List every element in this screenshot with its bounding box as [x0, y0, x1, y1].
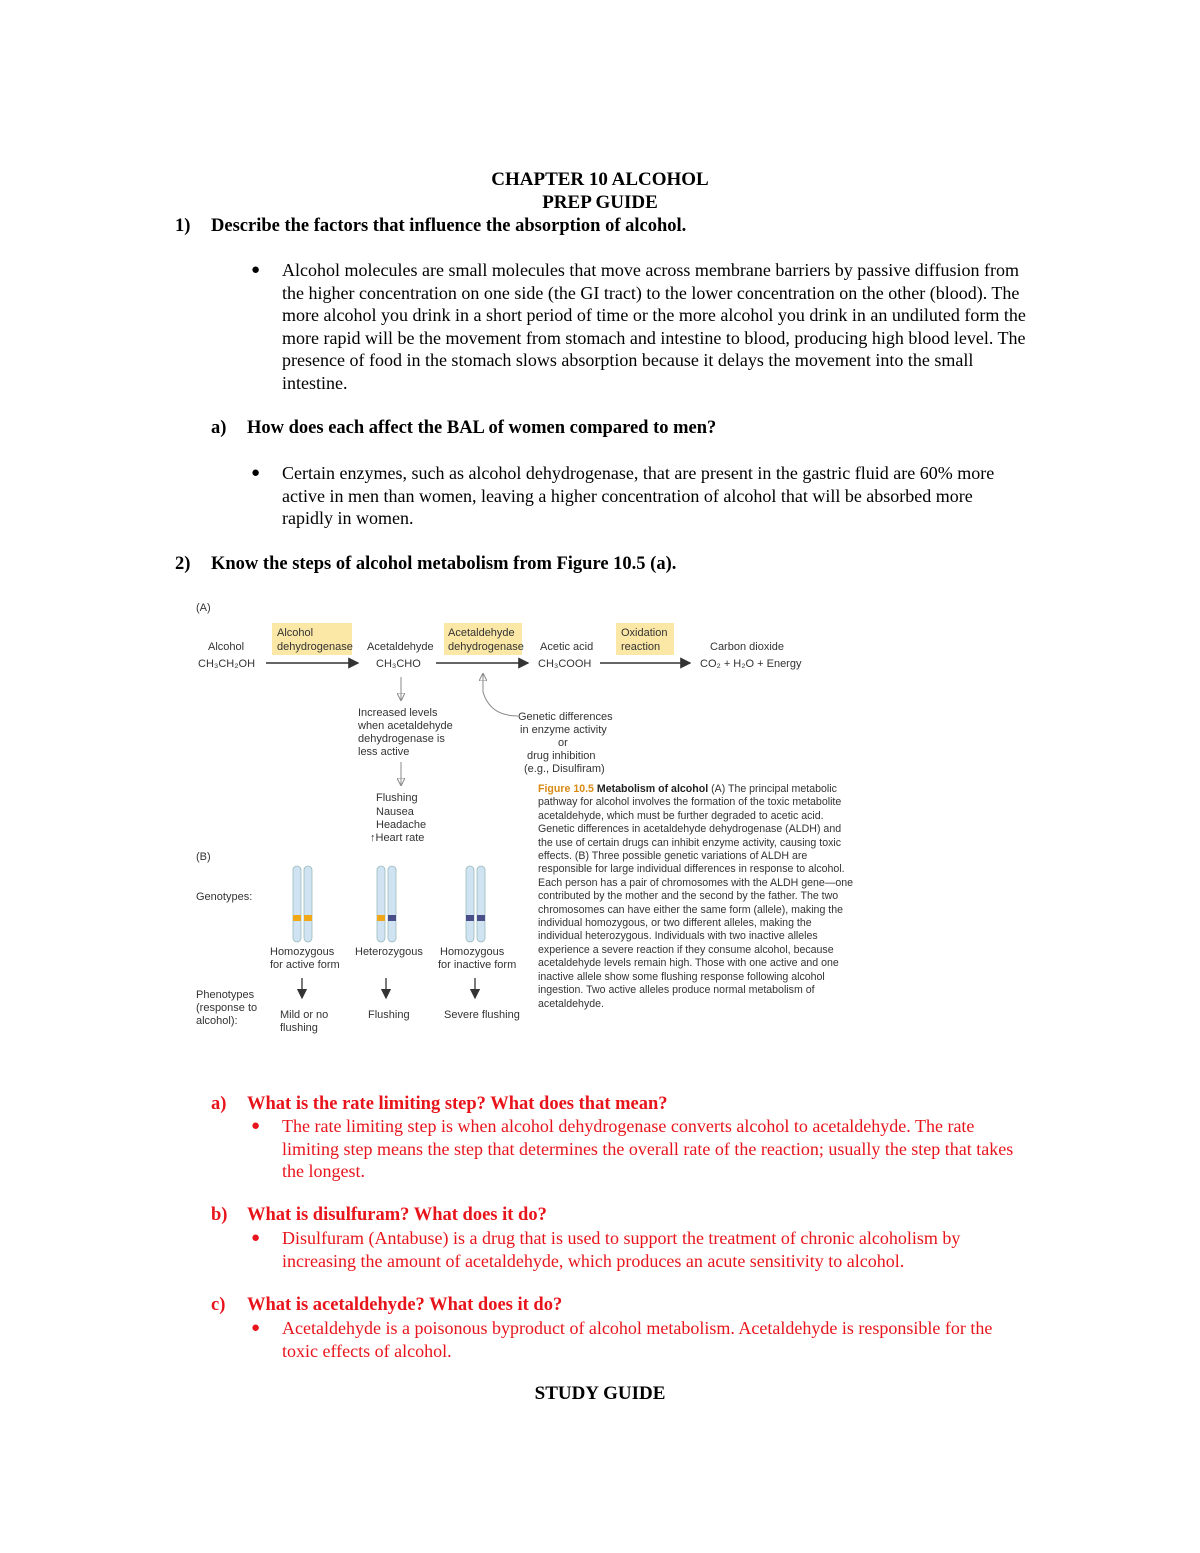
bullet-icon: ●	[251, 465, 261, 481]
symptom-1: Flushing	[376, 792, 418, 804]
active-allele-band	[377, 915, 385, 921]
phenotypes-line2: (response to	[196, 1002, 258, 1014]
chapter-title: CHAPTER 10 ALCOHOL	[491, 169, 709, 190]
genotype-1-line1: Homozygous	[270, 946, 335, 958]
symptom-4: ↑Heart rate	[370, 832, 425, 844]
study-guide-title: STUDY GUIDE	[534, 1383, 666, 1404]
enzyme-3-line2: reaction	[621, 641, 661, 653]
genetic-line4: drug inhibition	[527, 750, 596, 762]
enzyme-1-line1: Alcohol	[277, 627, 314, 639]
chromosome	[466, 866, 474, 942]
chromosome	[293, 866, 301, 942]
increased-line4: less active	[358, 746, 410, 758]
acetic-acid-formula: CH₃COOH	[538, 658, 592, 670]
question-2c: What is acetaldehyde? What does it do?	[247, 1295, 563, 1315]
enzyme-2-line1: Acetaldehyde	[448, 627, 515, 639]
active-allele-band	[293, 915, 301, 921]
bullet-icon: ●	[251, 262, 261, 278]
acetic-acid-label: Acetic acid	[540, 641, 594, 653]
enzyme-2-line2: dehydrogenase	[448, 641, 524, 653]
genetic-line5: (e.g., Disulfiram)	[524, 763, 605, 775]
enzyme-1-line2: dehydrogenase	[277, 641, 353, 653]
question-1: Describe the factors that influence the absorption of alcohol.	[211, 216, 687, 236]
chromosome-pair-hetero	[377, 866, 396, 942]
chromosome	[377, 866, 385, 942]
phenotypes-line3: alcohol):	[196, 1015, 238, 1027]
increased-line1: Increased levels	[358, 707, 438, 719]
question-1a: How does each affect the BAL of women compared to men?	[247, 418, 717, 438]
genetic-line3: or	[558, 737, 568, 749]
inactive-allele-band	[477, 915, 485, 921]
chromosome	[477, 866, 485, 942]
inactive-allele-band	[388, 915, 396, 921]
panel-a-label: (A)	[196, 602, 211, 614]
caption-body: (A) The principal metabolic pathway for alcohol involves the formation of the toxic metabolite acetaldehyde, which must be further degraded to acetic acid. Genetic differences in acetaldehyde dehydrogenase (ALDH) and the use of certain drugs can inhibit enzyme activity, causing toxic effects. (B) Three possible genetic variations of ALDH are responsible for large individual differences in response to alcohol. Each person has a pair of chromosomes with the ALDH gene—one contributed by the mother and the second by the father. The two chromosomes can have either the same form (allele), making the individual homozygous, or two different alleles, making the individual heterozygous. Individuals with two inactive alleles experience a severe reaction if they consume alcohol, because acetaldehyde levels remain high. Those with one active and one inactive allele show some flushing response following alcohol ingestion. Two active alleles produce normal metabolism of acetaldehyde.	[538, 783, 854, 1010]
genotype-3-line1: Homozygous	[440, 946, 505, 958]
genetic-line1: Genetic differences	[518, 711, 613, 723]
increased-line3: dehydrogenase is	[358, 733, 445, 745]
genetic-line2: in enzyme activity	[520, 724, 607, 736]
question-2c-label: c)	[211, 1295, 226, 1315]
genotype-3-line2: for inactive form	[438, 959, 517, 971]
answer-1: Alcohol molecules are small molecules that move across membrane barriers by passive diffusion from the higher concentration on one side (the GI tract) to the lower concentration on the other (blood). The more alcohol you drink in a short period of time or the more alcohol you drink in an undiluted form the more rapid will be the movement from stomach and intestine to blood, producing high blood level. The presence of food in the stomach slows absorption because it delays the movement into the small intestine.	[282, 260, 1026, 393]
bullet-icon: ●	[251, 1230, 261, 1246]
prep-guide-title: PREP GUIDE	[542, 192, 658, 213]
active-allele-band	[304, 915, 312, 921]
genotype-1-line2: for active form	[270, 959, 340, 971]
answer-1a: Certain enzymes, such as alcohol dehydrogenase, that are present in the gastric fluid are 60% more active in men than women, leaving a higher concentration of alcohol that will be absorbed more rapidly in women.	[282, 463, 995, 528]
symptom-2: Nausea	[376, 806, 414, 818]
caption-title: Metabolism of alcohol	[596, 783, 709, 795]
question-2: Know the steps of alcohol metabolism from Figure 10.5 (a).	[211, 554, 677, 574]
genotype-2: Heterozygous	[355, 946, 423, 958]
acetaldehyde-formula: CH₃CHO	[376, 658, 421, 670]
figure-caption	[538, 783, 856, 1011]
question-2a: What is the rate limiting step? What does that mean?	[247, 1094, 668, 1114]
phenotype-1-line1: Mild or no	[280, 1009, 329, 1021]
chromosome	[388, 866, 396, 942]
caption-figure-number: Figure 10.5	[538, 783, 594, 795]
acetaldehyde-label: Acetaldehyde	[367, 641, 434, 653]
chromosome	[304, 866, 312, 942]
products-formula: CO₂ + H₂O + Energy	[700, 658, 802, 670]
enzyme-3-line1: Oxidation	[621, 627, 668, 639]
question-1-number: 1)	[175, 216, 191, 236]
phenotypes-line1: Phenotypes	[196, 989, 255, 1001]
question-2b-label: b)	[211, 1205, 228, 1225]
question-2-number: 2)	[175, 554, 191, 574]
phenotype-3: Severe flushing	[444, 1009, 520, 1021]
bullet-icon: ●	[251, 1118, 261, 1134]
question-2a-label: a)	[211, 1094, 227, 1114]
carbon-dioxide-label: Carbon dioxide	[710, 641, 784, 653]
increased-line2: when acetaldehyde	[358, 720, 453, 732]
bullet-icon: ●	[251, 1320, 261, 1336]
answer-2c: Acetaldehyde is a poisonous byproduct of alcohol metabolism. Acetaldehyde is responsible for the toxic effects of alcohol.	[282, 1318, 993, 1361]
phenotype-1-line2: flushing	[280, 1022, 318, 1034]
panel-b-label: (B)	[196, 851, 211, 863]
answer-2a: The rate limiting step is when alcohol dehydrogenase converts alcohol to acetaldehyde. The rate limiting step means the step that determines the overall rate of the reaction; usually the step that takes the longest.	[282, 1116, 1014, 1181]
inhibition-arrow	[483, 674, 518, 716]
alcohol-formula: CH₃CH₂OH	[198, 658, 256, 670]
alcohol-label: Alcohol	[208, 641, 245, 653]
genotypes-label: Genotypes:	[196, 891, 253, 903]
chromosome-pair-active	[293, 866, 312, 942]
inactive-allele-band	[466, 915, 474, 921]
question-2b: What is disulfuram? What does it do?	[247, 1205, 547, 1225]
question-1a-label: a)	[211, 418, 227, 438]
answer-2b: Disulfuram (Antabuse) is a drug that is used to support the treatment of chronic alcoholism by increasing the amount of acetaldehyde, which produces an acute sensitivity to alcohol.	[282, 1228, 961, 1271]
chromosome-pair-inactive	[466, 866, 485, 942]
symptom-3: Headache	[376, 819, 427, 831]
phenotype-2: Flushing	[368, 1009, 410, 1021]
